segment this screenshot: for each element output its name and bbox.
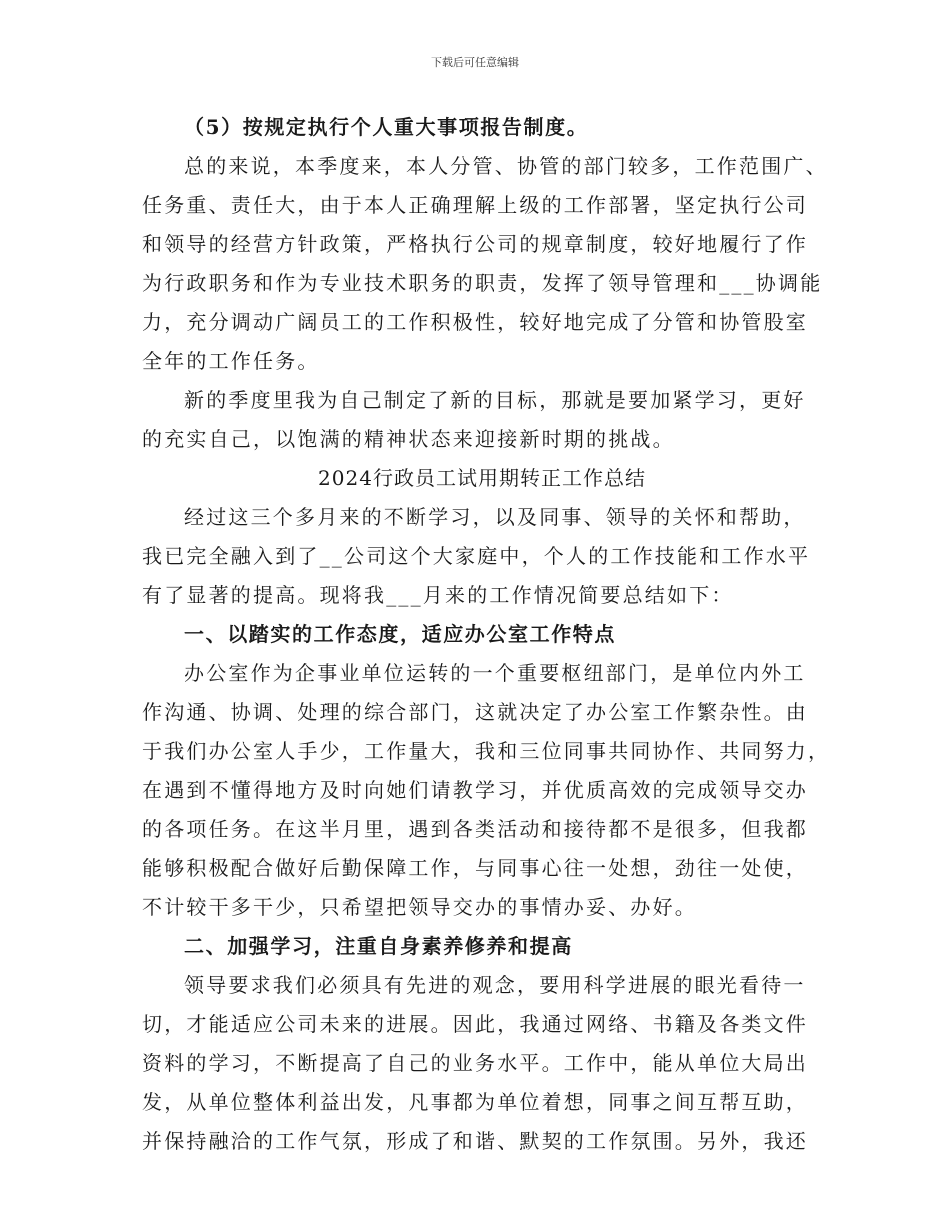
paragraph-line: 发，从单位整体利益出发，凡事都为单位着想，同事之间互帮互助， xyxy=(142,1090,808,1114)
paragraph-line: 总的来说，本季度来，本人分管、协管的部门较多，工作范围广、 xyxy=(184,154,828,178)
paragraph-line: 力，充分调动广阔员工的工作积极性，较好地完成了分管和协管股室 xyxy=(142,310,808,334)
paragraph-line: 任务重、责任大，由于本人正确理解上级的工作部署，坚定执行公司 xyxy=(142,193,808,217)
paragraph-line: 新的季度里我为自己制定了新的目标，那就是要加紧学习，更好 xyxy=(184,388,806,412)
paragraph-line: 为行政职务和作为专业技术职务的职责，发挥了领导管理和___协调能 xyxy=(142,271,823,295)
paragraph-line: 不计较干多干少，只希望把领导交办的事情办妥、办好。 xyxy=(142,895,697,919)
paragraph-line: 的充实自己，以饱满的精神状态来迎接新时期的挑战。 xyxy=(142,427,675,451)
paragraph-line: 作沟通、协调、处理的综合部门，这就决定了办公室工作繁杂性。由 xyxy=(142,700,808,724)
document-title: 2024行政员工试用期转正工作总结 xyxy=(318,466,646,490)
section-item-5: （5）按规定执行个人重大事项报告制度。 xyxy=(184,115,589,139)
paragraph-line: 经过这三个多月来的不断学习，以及同事、领导的关怀和帮助， xyxy=(184,505,806,529)
paragraph-line: 于我们办公室人手少，工作量大，我和三位同事共同协作、共同努力， xyxy=(142,739,831,763)
paragraph-line: 全年的工作任务。 xyxy=(142,349,320,373)
paragraph-line: 我已完全融入到了__公司这个大家庭中，个人的工作技能和工作水平 xyxy=(142,544,811,568)
section-heading-2: 二、加强学习，注重自身素养修养和提高 xyxy=(184,934,573,958)
paragraph-line: 办公室作为企事业单位运转的一个重要枢纽部门，是单位内外工 xyxy=(184,661,806,685)
section-heading-1: 一、以踏实的工作态度，适应办公室工作特点 xyxy=(184,622,616,646)
paragraph-line: 和领导的经营方针政策，严格执行公司的规章制度，较好地履行了作 xyxy=(142,232,808,256)
paragraph-line: 资料的学习，不断提高了自己的业务水平。工作中，能从单位大局出 xyxy=(142,1051,808,1075)
document-body xyxy=(142,108,831,1161)
paragraph-line: 在遇到不懂得地方及时向她们请教学习，并优质高效的完成领导交办 xyxy=(142,778,808,802)
paragraph-line: 并保持融洽的工作气氛，形成了和谐、默契的工作氛围。另外，我还 xyxy=(142,1129,808,1153)
paragraph-line: 能够积极配合做好后勤保障工作，与同事心往一处想，劲往一处使， xyxy=(142,856,808,880)
paragraph-line: 领导要求我们必须具有先进的观念，要用科学进展的眼光看待一 xyxy=(184,973,806,997)
page-header: 下载后可任意编辑 xyxy=(431,56,519,69)
paragraph-line: 的各项任务。在这半月里，遇到各类活动和接待都不是很多，但我都 xyxy=(142,817,808,841)
paragraph-line: 切，才能适应公司未来的进展。因此，我通过网络、书籍及各类文件 xyxy=(142,1012,808,1036)
paragraph-line: 有了显著的提高。现将我___月来的工作情况简要总结如下： xyxy=(142,583,734,607)
